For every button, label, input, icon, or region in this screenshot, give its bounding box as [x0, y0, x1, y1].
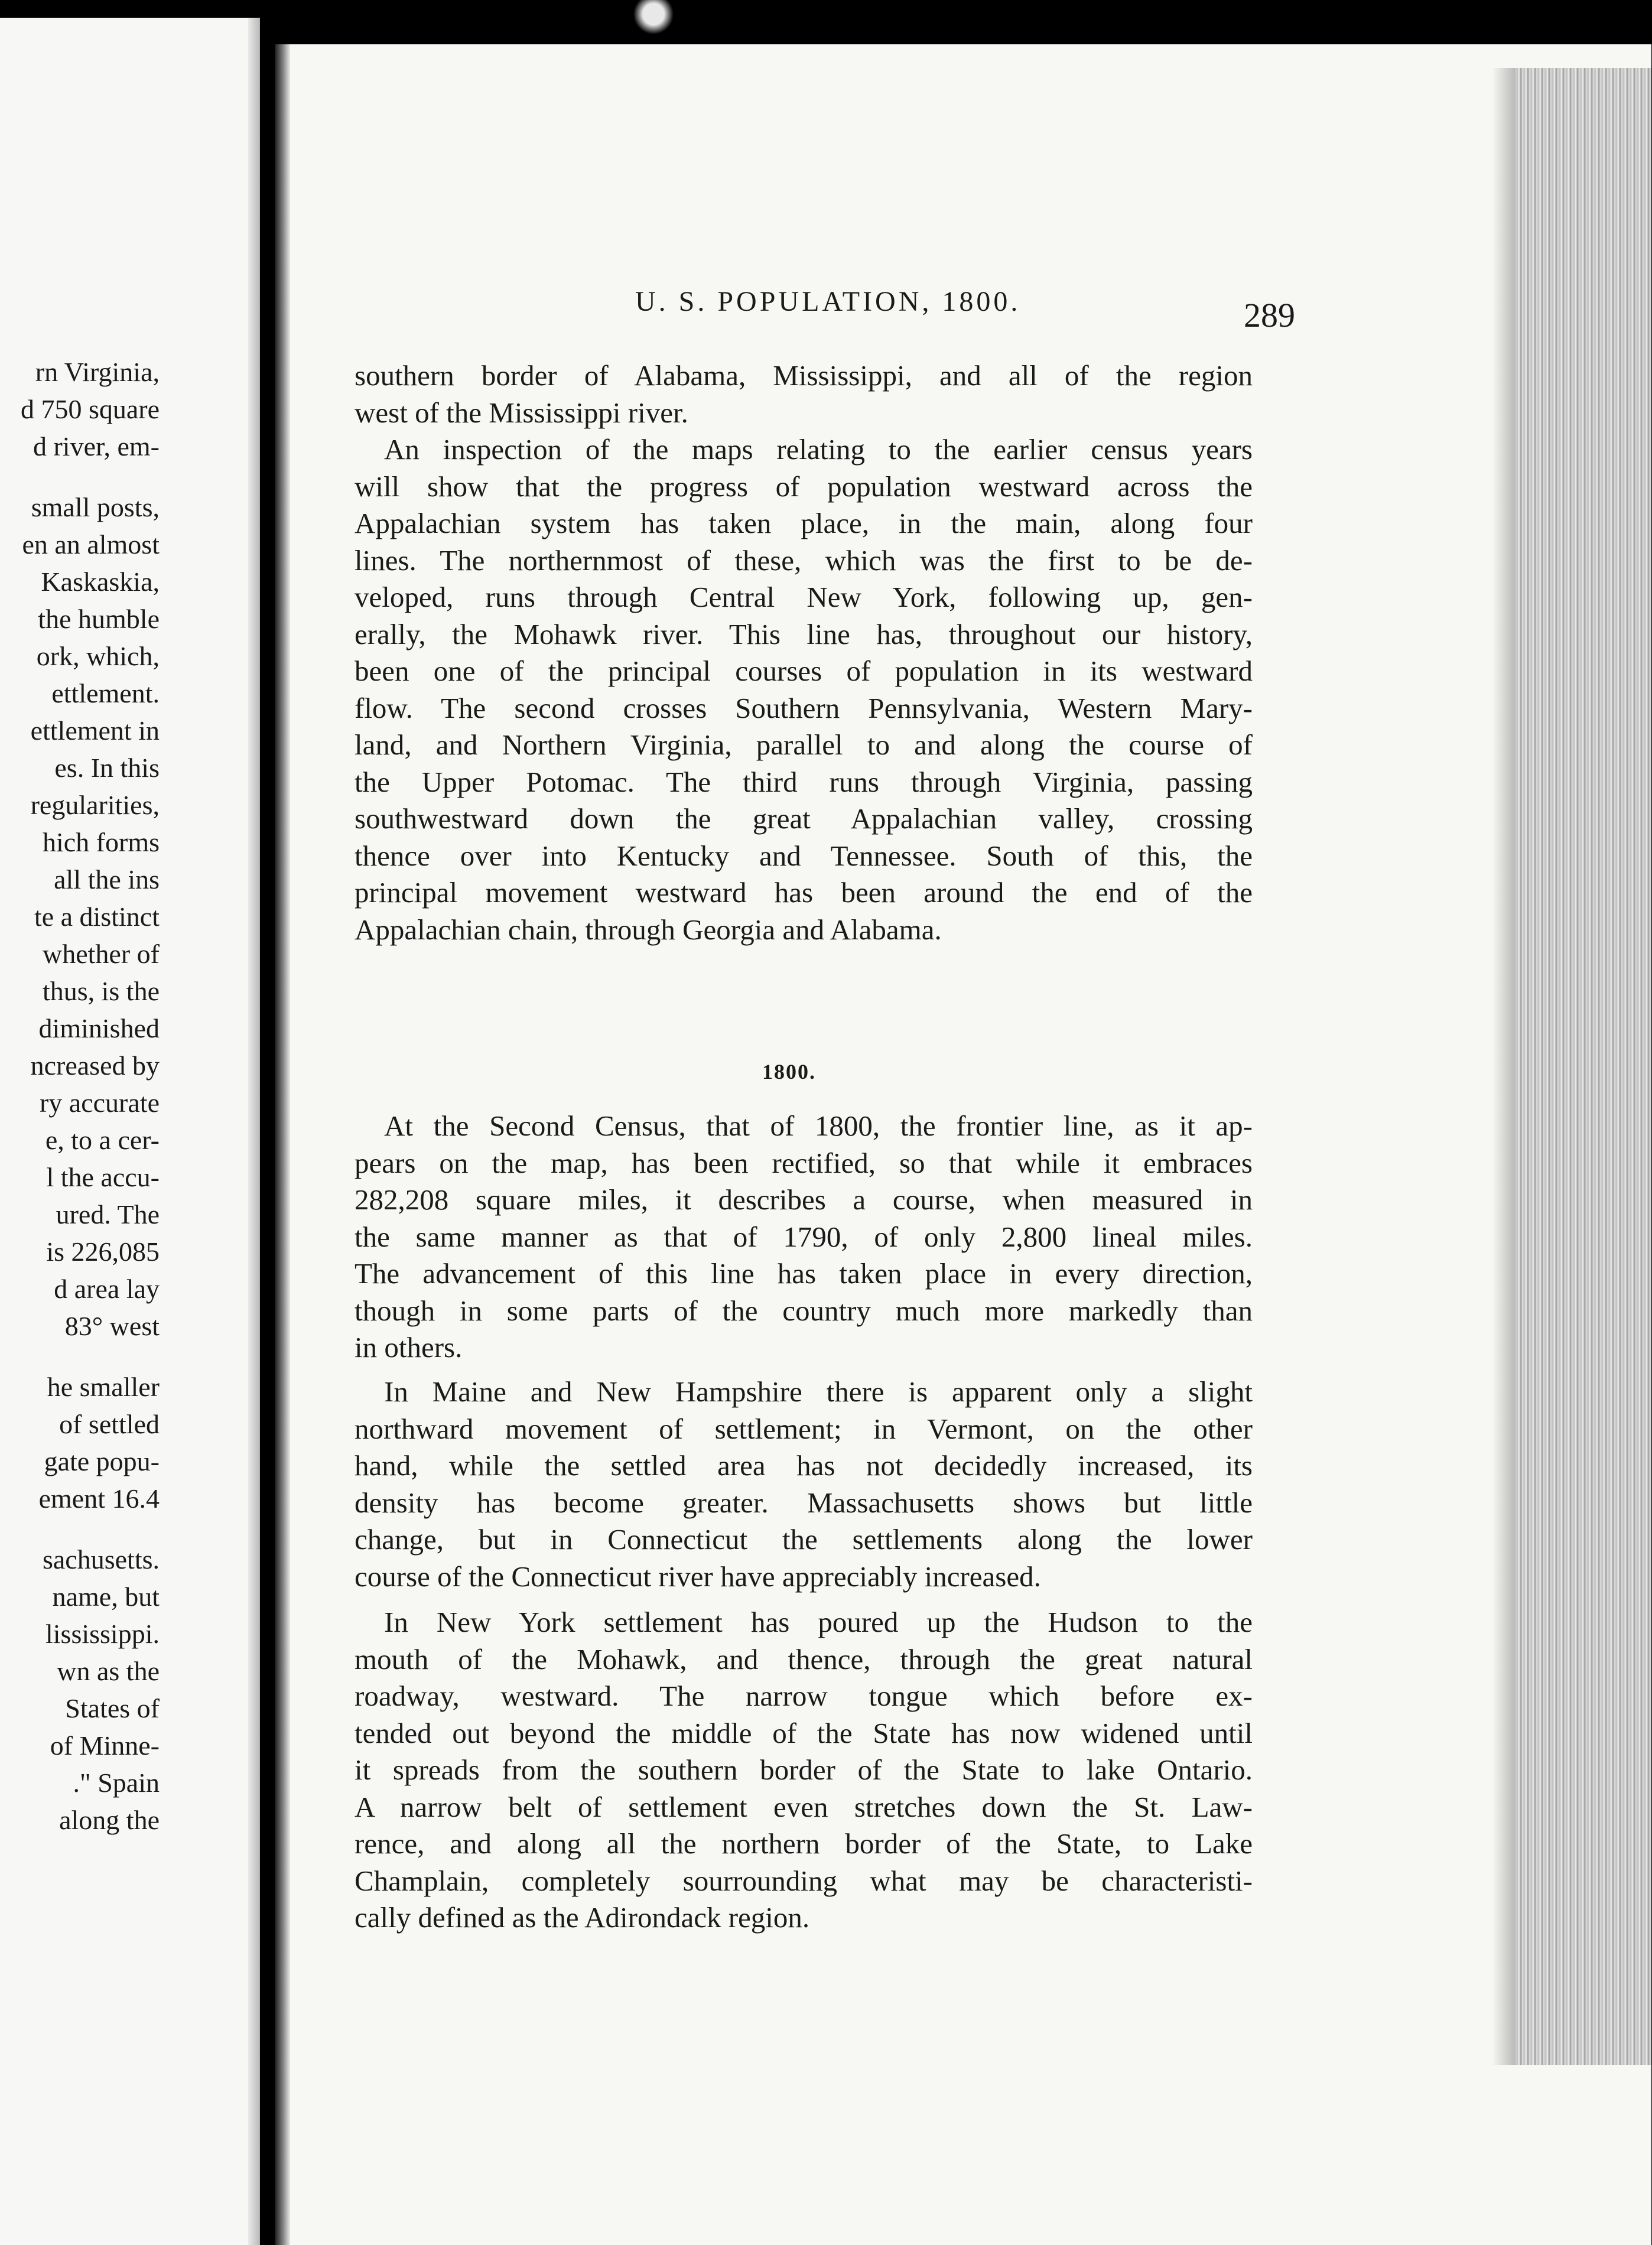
text-line: erally, the Mohawk river. This line has, throughout our history,	[355, 617, 1253, 650]
left-text-line: of settled	[59, 1409, 160, 1439]
left-text-line: small posts,	[31, 492, 160, 522]
paragraph-1	[355, 357, 1253, 431]
left-text-line: d area lay	[54, 1274, 160, 1304]
left-text-line: l the accu-	[46, 1162, 160, 1192]
text-line: mouth of the Mohawk, and thence, through the great natural	[355, 1642, 1253, 1675]
text-line: principal movement westward has been around the end of the	[355, 876, 1253, 909]
left-text-line: diminished	[38, 1013, 160, 1043]
text-line: southwestward down the great Appalachian valley, crossing	[355, 802, 1253, 835]
page-edges	[1516, 68, 1651, 2065]
left-text-line: ement 16.4	[38, 1483, 160, 1514]
text-line: roadway, westward. The narrow tongue which before ex-	[355, 1680, 1253, 1712]
left-text-line: regularities,	[30, 790, 160, 820]
text-line: the Upper Potomac. The third runs through Virginia, passing	[355, 765, 1253, 798]
text-line: density has become greater. Massachusetts shows but little	[355, 1486, 1253, 1519]
page-edges-shadow	[1492, 68, 1516, 2065]
left-text-line: gate popu-	[44, 1446, 160, 1476]
text-line: pears on the map, has been rectified, so that while it embraces	[355, 1146, 1253, 1179]
left-text-line: the humble	[38, 604, 160, 634]
running-head: U. S. POPULATION, 1800.	[635, 286, 1021, 317]
left-text-line: thus, is the	[42, 976, 160, 1006]
text-line: it spreads from the southern border of the State to lake Ontario.	[355, 1753, 1253, 1786]
left-text-line: ettlement in	[30, 715, 160, 746]
text-line: The advancement of this line has taken place in every direction,	[355, 1257, 1253, 1290]
left-text-line: hich forms	[42, 827, 160, 857]
left-text-line: he smaller	[47, 1372, 160, 1402]
left-text-line: along the	[59, 1805, 160, 1835]
paragraph-4	[355, 1374, 1253, 1595]
text-line: Champlain, completely sourrounding what may be characteristi-	[355, 1864, 1253, 1897]
left-text-line: en an almost	[22, 529, 160, 559]
text-line: thence over into Kentucky and Tennessee. South of this, the	[355, 839, 1253, 872]
page-curl-shadow	[275, 44, 290, 2245]
text-line: course of the Connecticut river have appreciably increased.	[355, 1560, 1041, 1593]
paper-blot	[632, 0, 685, 35]
line-gap	[0, 1517, 160, 1541]
left-text-line: e, to a cer-	[45, 1125, 160, 1155]
left-text-line: States of	[65, 1693, 160, 1723]
left-text-line: ured. The	[56, 1199, 160, 1229]
paragraph-2	[355, 431, 1253, 948]
left-text-line: es. In this	[54, 753, 160, 783]
left-text-line: te a distinct	[34, 902, 160, 932]
text-line: In Maine and New Hampshire there is apparent only a slight	[384, 1375, 1253, 1408]
left-text-line: name, but	[52, 1582, 160, 1612]
left-text-line: whether of	[43, 939, 160, 969]
text-line: Appalachian system has taken place, in the main, along four	[355, 507, 1253, 539]
left-text-line: is 226,085	[46, 1237, 160, 1267]
section-heading: 1800.	[762, 1060, 816, 1084]
left-text-line: wn as the	[57, 1656, 160, 1686]
paragraph-3	[355, 1108, 1253, 1366]
line-gap	[0, 1345, 160, 1368]
left-text-line: lississippi.	[45, 1619, 160, 1649]
line-gap	[0, 465, 160, 489]
left-page-gutter	[248, 18, 260, 2245]
paragraph-5	[355, 1604, 1253, 1937]
left-text-line: ." Spain	[73, 1768, 160, 1798]
left-page	[0, 18, 260, 2245]
left-text-line: Kaskaskia,	[41, 567, 160, 597]
text-line: change, but in Connecticut the settlements along the lower	[355, 1523, 1253, 1556]
text-line: hand, while the settled area has not decidedly increased, its	[355, 1449, 1253, 1482]
text-line: land, and Northern Virginia, parallel to and along the course of	[355, 728, 1253, 761]
left-text-line: of Minne-	[50, 1730, 160, 1761]
right-page	[275, 44, 1651, 2245]
text-line: been one of the principal courses of population in its westward	[355, 655, 1253, 687]
text-line: A narrow belt of settlement even stretches down the St. Law-	[355, 1790, 1253, 1823]
page-number: 289	[1244, 296, 1295, 334]
text-line: though in some parts of the country much more markedly than	[355, 1294, 1253, 1327]
text-line: At the Second Census, that of 1800, the frontier line, as it ap-	[384, 1110, 1253, 1142]
text-line: will show that the progress of population westward across the	[355, 470, 1253, 503]
text-line: west of the Mississippi river.	[355, 396, 688, 429]
text-line: flow. The second crosses Southern Pennsylvania, Western Mary-	[355, 691, 1253, 724]
text-line: in others.	[355, 1331, 463, 1364]
text-line: lines. The northernmost of these, which was the first to be de-	[355, 544, 1253, 577]
text-line: veloped, runs through Central New York, following up, gen-	[355, 581, 1253, 613]
text-line: In New York settlement has poured up the Hudson to the	[384, 1606, 1253, 1638]
text-line: tended out beyond the middle of the State has now widened until	[355, 1716, 1253, 1749]
left-text-line: d river, em-	[32, 431, 160, 461]
text-line: An inspection of the maps relating to the earlier census years	[384, 433, 1253, 466]
left-text-line: ettlement.	[51, 678, 160, 708]
left-text-line: ncreased by	[30, 1050, 160, 1081]
left-text-line: d 750 square	[20, 394, 160, 424]
text-line: cally defined as the Adirondack region.	[355, 1901, 810, 1934]
text-line: the same manner as that of 1790, of only 2,800 lineal miles.	[355, 1220, 1253, 1253]
left-text-line: rn Virginia,	[35, 357, 160, 387]
left-text-line: 83° west	[64, 1311, 160, 1341]
left-text-line: ork, which,	[36, 641, 160, 671]
text-line: Appalachian chain, through Georgia and Alabama.	[355, 913, 942, 946]
left-text-line: all the ins	[54, 864, 160, 894]
left-text-line: sachusetts.	[42, 1544, 160, 1574]
text-line: 282,208 square miles, it describes a course, when measured in	[355, 1183, 1253, 1216]
left-page-text	[0, 353, 160, 1839]
text-line: southern border of Alabama, Mississippi, and all of the region	[355, 359, 1253, 392]
text-line: rence, and along all the northern border of the State, to Lake	[355, 1827, 1253, 1860]
left-text-line: ry accurate	[39, 1088, 160, 1118]
text-line: northward movement of settlement; in Vermont, on the other	[355, 1412, 1253, 1445]
